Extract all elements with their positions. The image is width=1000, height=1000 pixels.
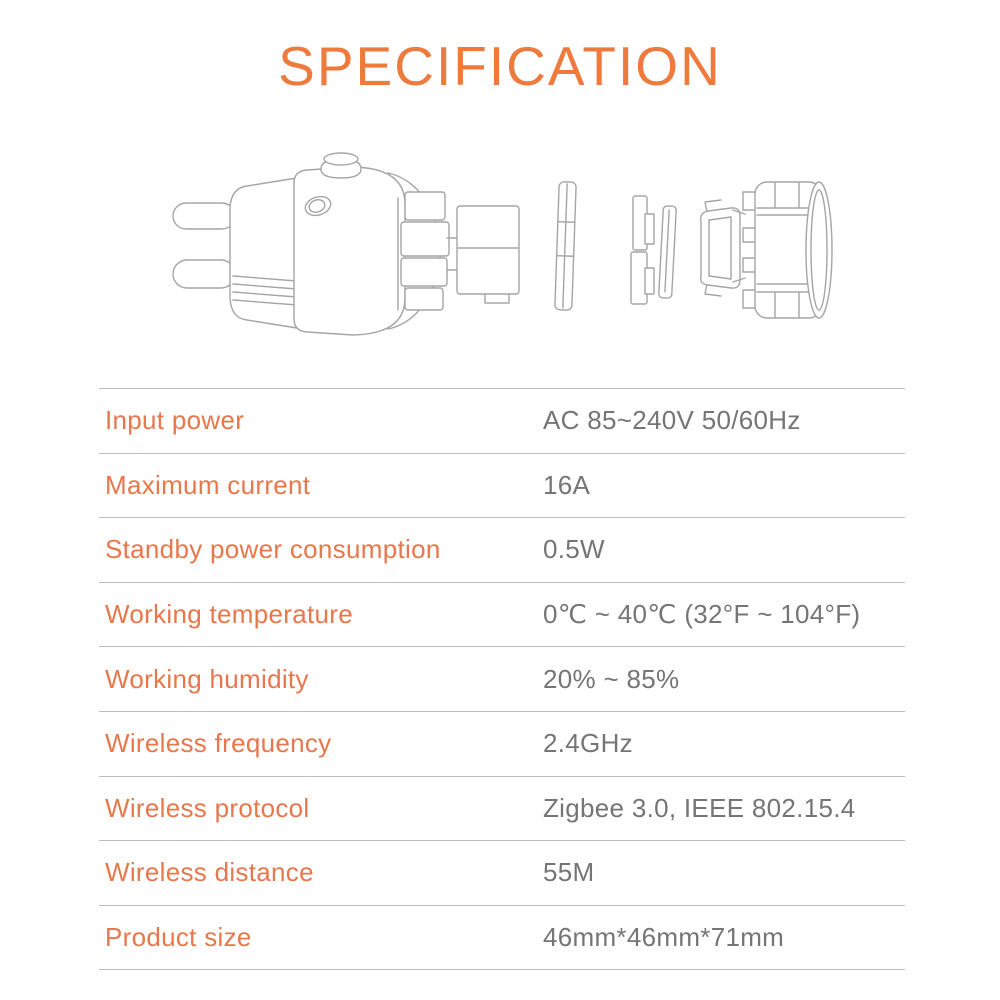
inner-frame-relay-icon <box>398 192 519 310</box>
spec-row-input-power <box>99 388 905 453</box>
page-title: SPECIFICATION <box>278 35 722 97</box>
spec-table <box>99 388 905 970</box>
spec-label: Standby power consumption <box>105 534 441 565</box>
spec-row-wireless-protocol <box>99 776 905 841</box>
spec-value: 55M <box>543 857 595 888</box>
spec-row-wireless-distance <box>99 840 905 905</box>
spec-value: 0℃ ~ 40℃ (32°F ~ 104°F) <box>543 599 861 630</box>
spec-value: 46mm*46mm*71mm <box>543 922 785 953</box>
spec-row-product-size <box>99 905 905 971</box>
spec-label: Input power <box>105 405 245 436</box>
spec-label: Working temperature <box>105 599 353 630</box>
spec-value: Zigbee 3.0, IEEE 802.15.4 <box>543 792 856 823</box>
spec-row-wireless-frequency <box>99 711 905 776</box>
contact-strips-icon <box>631 196 676 304</box>
spec-row-standby-power <box>99 517 905 582</box>
spec-label: Product size <box>105 922 252 953</box>
spec-value: 0.5W <box>543 534 605 565</box>
spec-label: Wireless protocol <box>105 792 310 823</box>
circuit-board-icon <box>555 182 576 311</box>
spec-label: Wireless distance <box>105 857 314 888</box>
spec-label: Working humidity <box>105 663 309 694</box>
spec-value: 16A <box>543 469 591 500</box>
spec-value: 20% ~ 85% <box>543 663 680 694</box>
exploded-view-diagram <box>155 150 845 350</box>
rear-socket-housing-icon <box>733 182 832 318</box>
plug-body-icon <box>173 153 440 335</box>
smart-plug-exploded-view-drawing <box>155 150 845 350</box>
spec-value: 2.4GHz <box>543 728 633 759</box>
spec-row-maximum-current <box>99 453 905 518</box>
spec-row-working-humidity <box>99 646 905 711</box>
spec-label: Maximum current <box>105 469 311 500</box>
spec-value: AC 85~240V 50/60Hz <box>543 405 801 436</box>
spec-row-working-temperature <box>99 582 905 647</box>
spec-label: Wireless frequency <box>105 728 332 759</box>
